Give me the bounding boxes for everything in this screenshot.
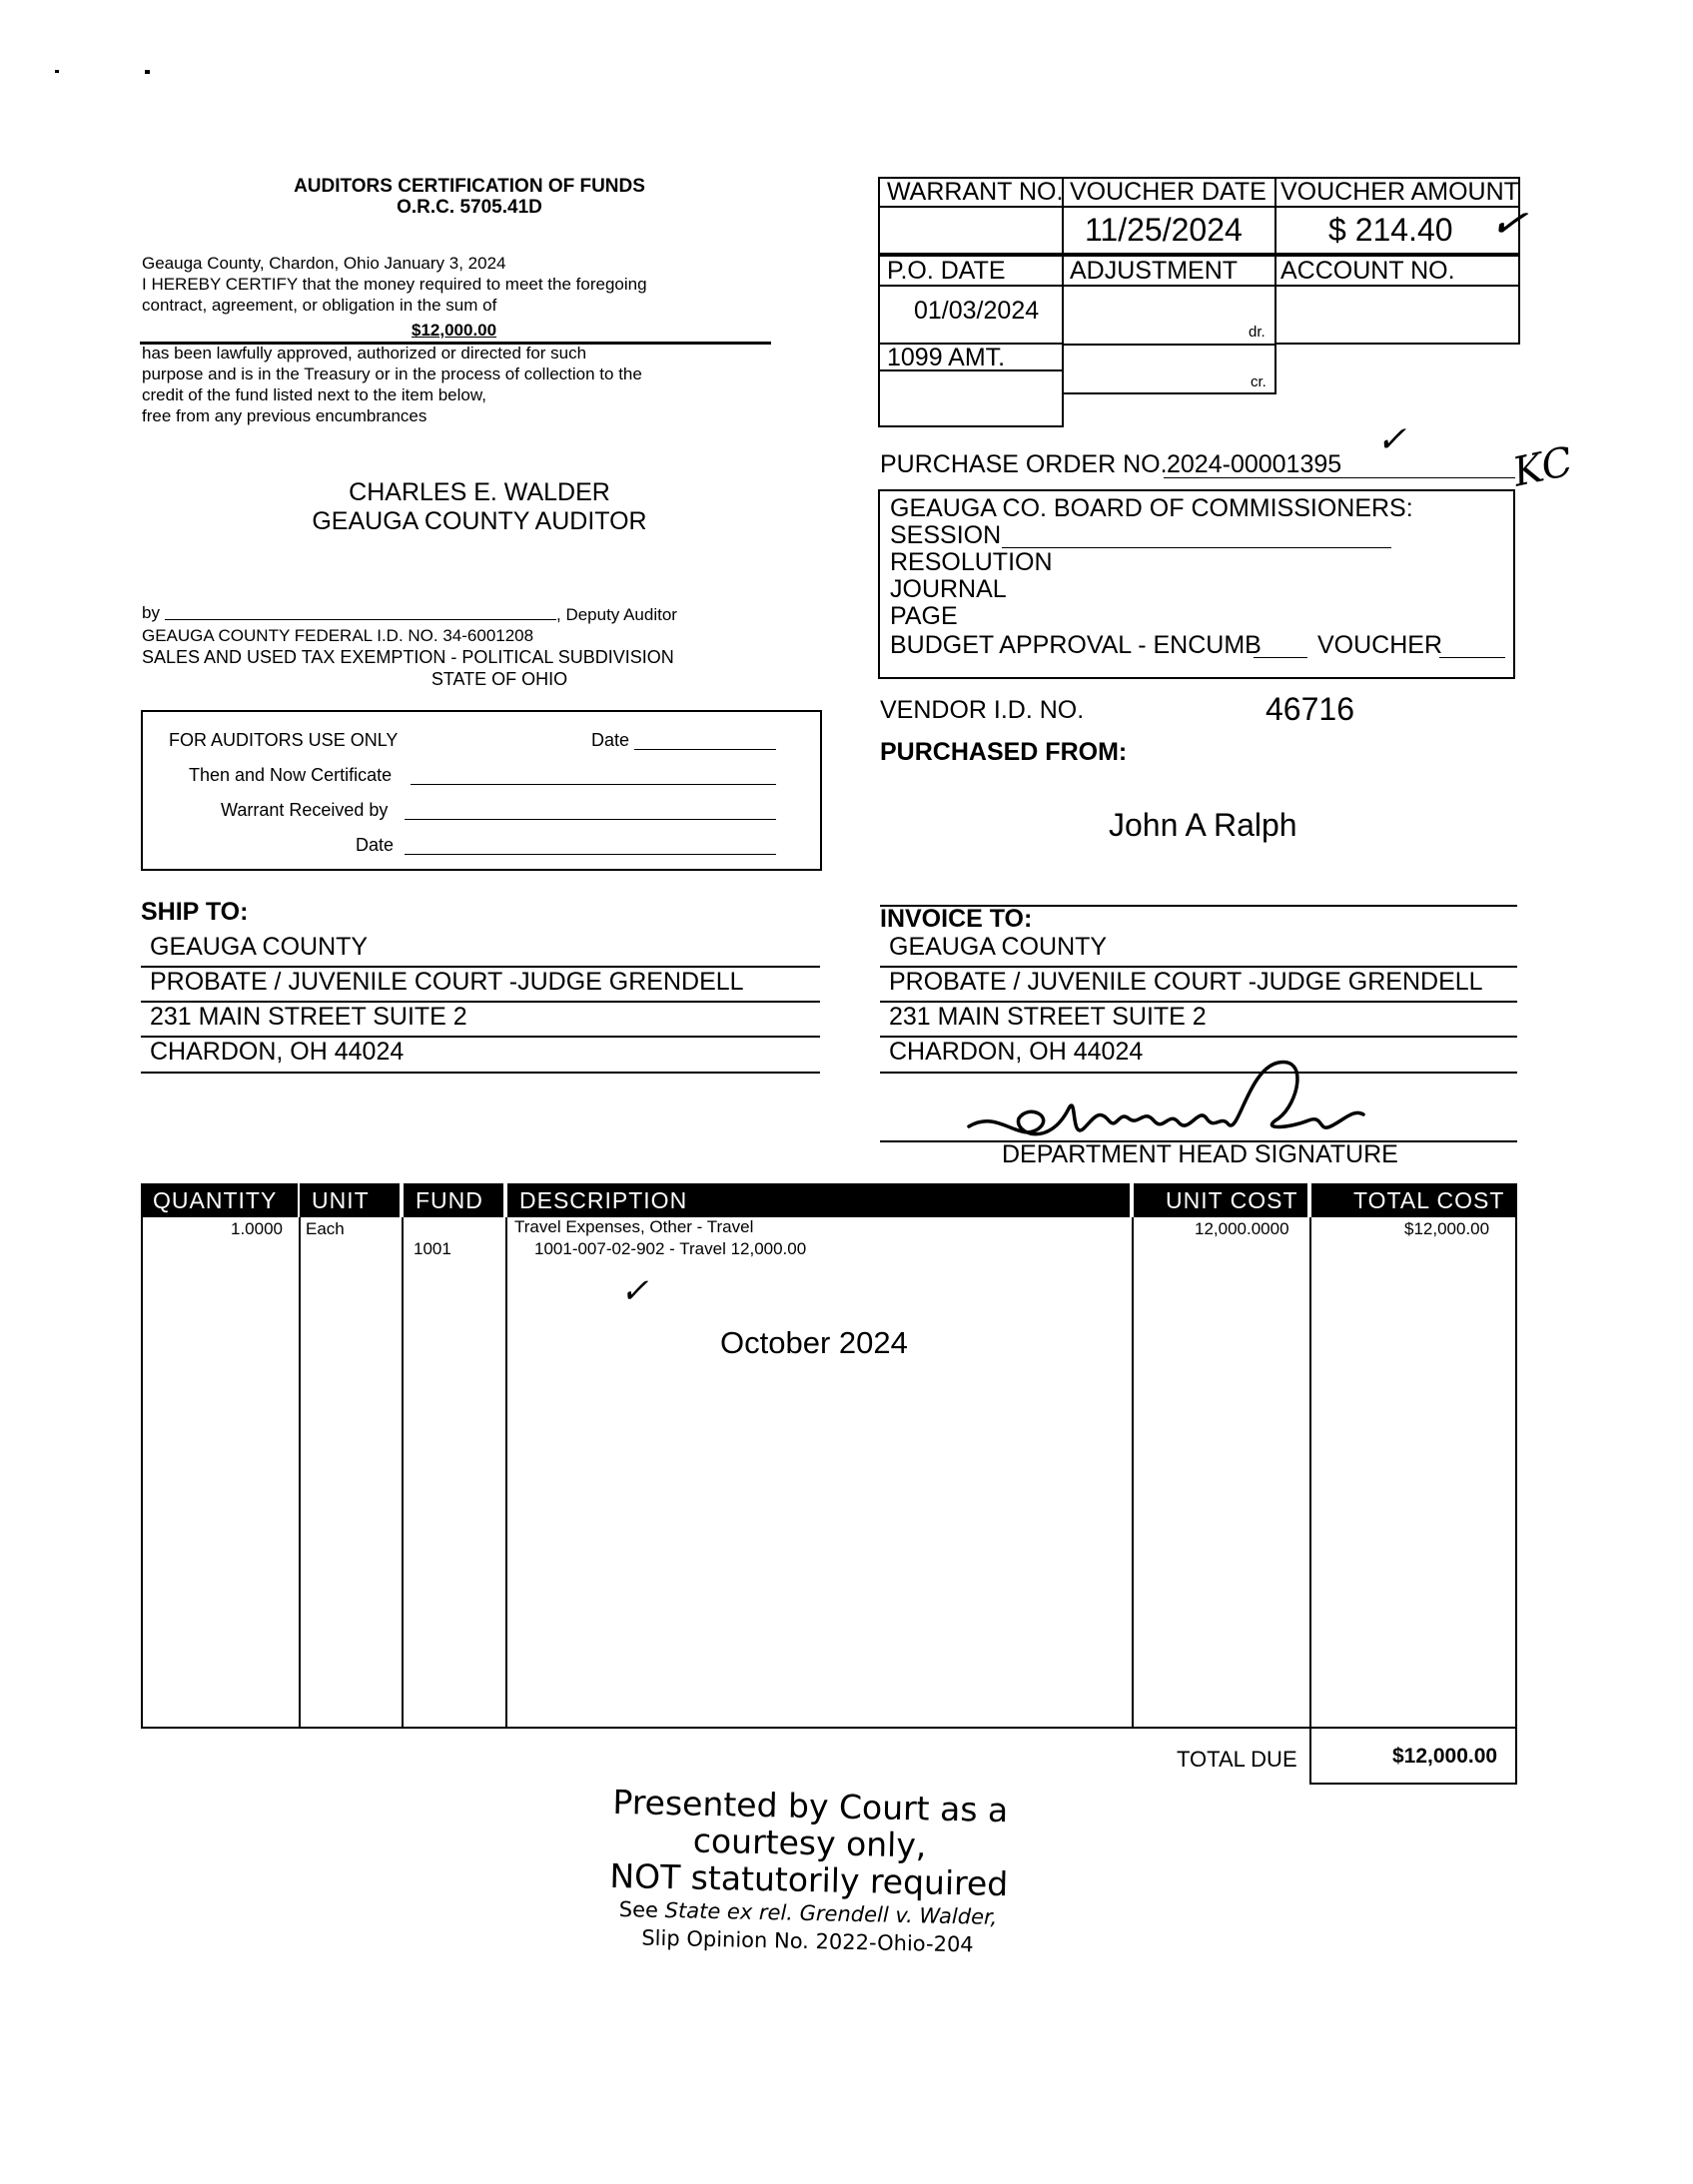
budget-approval-label: BUDGET APPROVAL - ENCUMB xyxy=(890,631,1262,659)
board-session: SESSION xyxy=(890,521,1002,549)
header-total-cost: TOTAL COST xyxy=(1311,1183,1517,1217)
date-label-2: Date xyxy=(356,835,395,855)
po-date-label: P.O. DATE xyxy=(887,257,1006,285)
warrant-no-label: WARRANT NO. xyxy=(887,178,1064,206)
adjustment-label: ADJUSTMENT xyxy=(1070,257,1239,285)
voucher-approval-label: VOUCHER xyxy=(1317,631,1443,659)
header-quantity: QUANTITY xyxy=(141,1183,298,1217)
ship-to-line: GEAUGA COUNTY xyxy=(150,933,369,961)
row-total-cost: $12,000.00 xyxy=(1404,1219,1490,1238)
state-of-ohio: STATE OF OHIO xyxy=(430,669,568,689)
voucher-amount-label: VOUCHER AMOUNT xyxy=(1280,178,1519,206)
invoice-to-line: GEAUGA COUNTY xyxy=(889,933,1108,961)
item-check-mark: ✓ xyxy=(620,1271,649,1311)
item-note: October 2024 xyxy=(720,1325,908,1360)
voucher-date-label: VOUCHER DATE xyxy=(1070,178,1267,206)
board-resolution: RESOLUTION xyxy=(890,548,1053,576)
row-description: Travel Expenses, Other - Travel xyxy=(514,1217,754,1236)
ship-to-label: SHIP TO: xyxy=(141,898,249,926)
voucher-approval-line[interactable] xyxy=(1439,657,1505,658)
invoice-to-label: INVOICE TO: xyxy=(880,905,1033,933)
header-description: DESCRIPTION xyxy=(507,1183,1130,1217)
signature-label: DEPARTMENT HEAD SIGNATURE xyxy=(1002,1140,1398,1168)
ship-to-line: PROBATE / JUVENILE COURT -JUDGE GRENDELL xyxy=(150,968,744,996)
then-now-label: Then and Now Certificate xyxy=(189,765,393,785)
warrant-received-line[interactable] xyxy=(405,819,776,820)
federal-id: GEAUGA COUNTY FEDERAL I.D. NO. 34-6001208 xyxy=(142,626,534,645)
invoice-to-line: CHARDON, OH 44024 xyxy=(889,1038,1144,1066)
row-unit: Each xyxy=(306,1219,345,1238)
deputy-signature-line xyxy=(165,619,556,620)
date-label: Date xyxy=(591,730,630,750)
stamp-line: Slip Opinion No. 2022-Ohio-204 xyxy=(641,1925,974,1957)
auditors-use-box xyxy=(141,710,822,871)
row-unit-cost: 12,000.0000 xyxy=(1195,1219,1289,1238)
items-table xyxy=(141,1183,1517,1772)
auditor-name: CHARLES E. WALDER xyxy=(349,478,610,506)
po-check-mark: ✓ xyxy=(1376,419,1407,460)
account-no-label: ACCOUNT NO. xyxy=(1280,257,1455,285)
date-line[interactable] xyxy=(634,749,776,750)
po-initials: KC xyxy=(1508,438,1577,496)
stamp-case-name: State ex rel. Grendell v. Walder, xyxy=(664,1897,998,1929)
ship-to-line: 231 MAIN STREET SUITE 2 xyxy=(150,1003,467,1031)
session-line[interactable] xyxy=(1002,547,1391,548)
row-sub-description: 1001-007-02-902 - Travel 12,000.00 xyxy=(534,1239,807,1258)
scan-speck xyxy=(145,70,150,74)
certification-line: has been lawfully approved, authorized or directed for such xyxy=(142,344,587,363)
board-of-commissioners-box xyxy=(878,489,1515,679)
voucher-date-value: 11/25/2024 xyxy=(1085,212,1243,248)
vendor-id: 46716 xyxy=(1266,691,1354,727)
amt-1099-label: 1099 AMT. xyxy=(887,344,1006,371)
certification-line: contract, agreement, or obligation in the sum of xyxy=(142,296,497,315)
purchase-order-label: PURCHASE ORDER NO. xyxy=(880,450,1168,478)
date-line-2[interactable] xyxy=(405,854,776,855)
certification-title: AUDITORS CERTIFICATION OF FUNDS xyxy=(294,176,645,197)
encumb-line[interactable] xyxy=(1254,657,1307,658)
certified-amount: $12,000.00 xyxy=(412,321,497,340)
scan-speck xyxy=(55,70,59,73)
certification-line: purpose and is in the Treasury or in the process of collection to the xyxy=(142,364,642,383)
deputy-auditor-label: , Deputy Auditor xyxy=(556,605,677,624)
po-date-value: 01/03/2024 xyxy=(914,297,1040,325)
header-unit: UNIT xyxy=(300,1183,400,1217)
board-title: GEAUGA CO. BOARD OF COMMISSIONERS: xyxy=(890,494,1413,522)
board-journal: JOURNAL xyxy=(890,575,1007,603)
row-quantity: 1.0000 xyxy=(231,1219,283,1238)
credit-label: cr. xyxy=(1251,373,1267,390)
row-fund: 1001 xyxy=(414,1239,451,1258)
certification-code: O.R.C. 5705.41D xyxy=(397,197,542,218)
auditor-title: GEAUGA COUNTY AUDITOR xyxy=(312,507,647,535)
then-now-line[interactable] xyxy=(411,784,776,785)
certification-line: credit of the fund listed next to the item below, xyxy=(142,385,486,404)
invoice-to-line: 231 MAIN STREET SUITE 2 xyxy=(889,1003,1207,1031)
certification-line: I HEREBY CERTIFY that the money required to meet the foregoing xyxy=(142,275,647,294)
stamp-line: courtesy only, xyxy=(692,1820,927,1865)
voucher-check-mark: ✓ xyxy=(1485,195,1532,252)
header-unit-cost: UNIT COST xyxy=(1134,1183,1307,1217)
voucher-amount-value: $ 214.40 xyxy=(1328,212,1453,248)
invoice-to-line: PROBATE / JUVENILE COURT -JUDGE GRENDELL xyxy=(889,968,1483,996)
vendor-id-label: VENDOR I.D. NO. xyxy=(880,696,1085,724)
total-due-value: $12,000.00 xyxy=(1392,1745,1498,1768)
stamp-line: NOT statutorily required xyxy=(609,1855,1009,1904)
certification-place-date: Geauga County, Chardon, Ohio January 3, 2024 xyxy=(142,254,506,273)
board-page: PAGE xyxy=(890,602,958,630)
warrant-received-label: Warrant Received by xyxy=(221,800,389,820)
header-fund: FUND xyxy=(404,1183,503,1217)
total-due-label: TOTAL DUE xyxy=(1177,1747,1297,1772)
debit-label: dr. xyxy=(1249,324,1266,341)
vendor-name: John A Ralph xyxy=(1109,807,1297,843)
tax-exemption: SALES AND USED TAX EXEMPTION - POLITICAL SUBDIVISION xyxy=(142,647,674,667)
purchase-order-number: 2024-00001395 xyxy=(1167,450,1342,478)
certification-line: free from any previous encumbrances xyxy=(142,406,427,425)
stamp-line: Presented by Court as a xyxy=(612,1782,1009,1830)
courtesy-stamp xyxy=(557,1783,1060,1960)
ship-to-line: CHARDON, OH 44024 xyxy=(150,1038,405,1066)
auditors-use-heading: FOR AUDITORS USE ONLY xyxy=(169,730,399,750)
purchased-from-label: PURCHASED FROM: xyxy=(880,738,1128,766)
by-label: by xyxy=(142,603,160,622)
purchase-order-rule xyxy=(1164,477,1515,478)
stamp-see: See xyxy=(618,1897,659,1922)
